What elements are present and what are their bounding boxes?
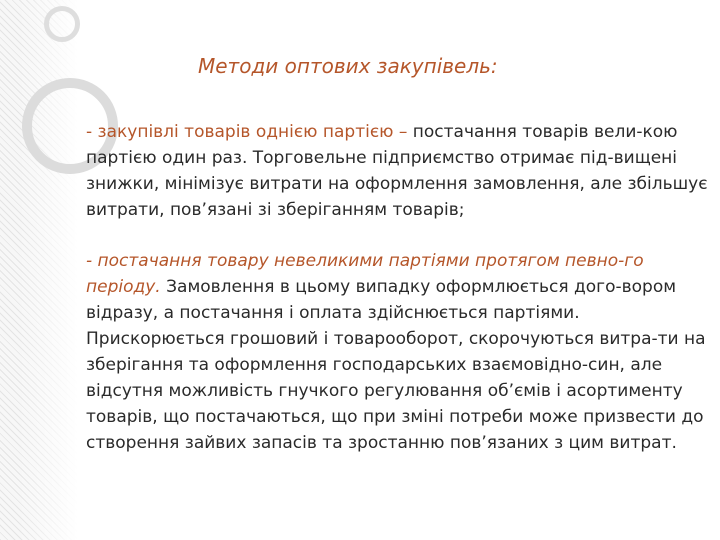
paragraph1-lead: - закупівлі товарів однією партією – — [86, 122, 408, 142]
paragraph1-text: постачання товарів вели-кою партією один раз. Торговельне підприємство отримає під-вищені знижки, мінімізує витрати на оформлення замовлення, але збільшує витрати, пов’язані зі зберіганням товарів; — [86, 122, 708, 220]
paragraph2-text: Замовлення в цьому випадку оформлюється дого-вором відразу, а постачання і оплата здійснюється партіями. Прискорюється грошовий і товарооборот, скорочуються витра-ти на зберігання та оформлення господарських взаємовідно-син, але відсутня можливість гнучкого регулювання об’ємів і асортименту товарів, що постачаються, що при зміні потреби може призвести до створення зайвих запасів та зростанню пов’язаних з цим витрат. — [86, 277, 706, 453]
paragraph-small-batches — [86, 248, 716, 456]
slide-title: Методи оптових закупівель: — [198, 54, 498, 78]
decorative-small-ring — [44, 6, 80, 42]
paragraph-wholesale-single-batch — [86, 119, 716, 223]
paragraph2-lead: - постачання товару невеликими партіями протягом певно-го періоду. — [86, 251, 644, 297]
